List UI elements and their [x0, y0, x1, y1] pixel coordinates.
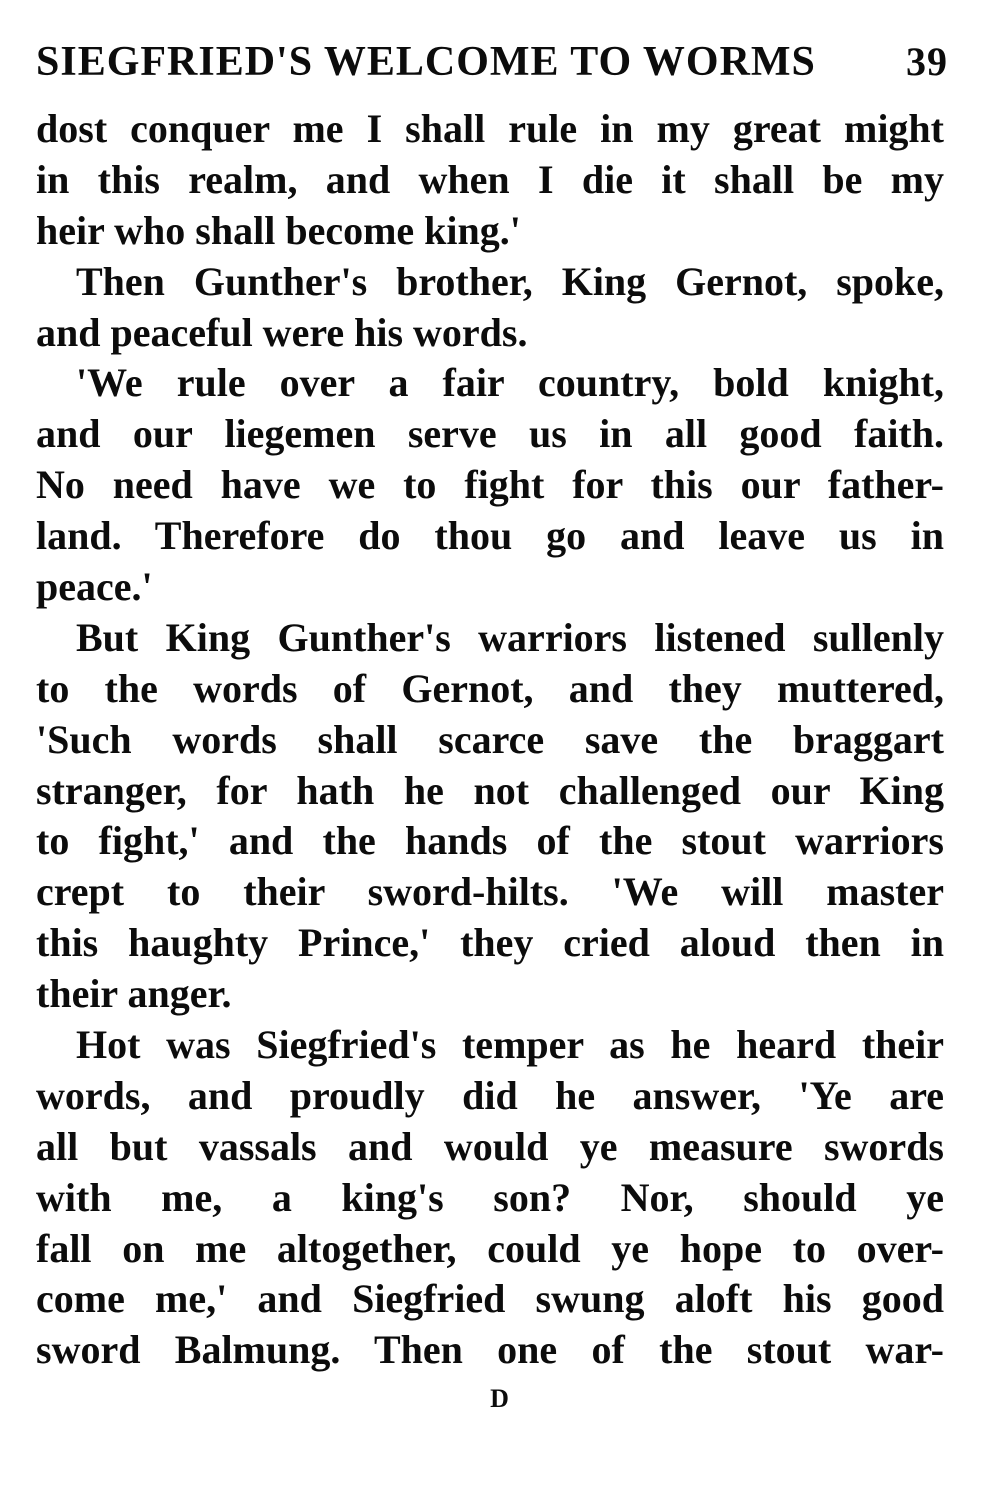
body-text: [36, 104, 944, 1376]
text-line: land. Therefore do thou go and leave us in: [36, 513, 944, 559]
text-line: to fight,' and the hands of the stout warriors: [36, 818, 944, 864]
text-line: dost conquer me I shall rule in my great might: [36, 106, 944, 151]
text-line: Hot was Siegfried's temper as he heard their: [76, 1022, 944, 1068]
text-line: stranger, for hath he not challenged our King: [36, 767, 944, 813]
text-line: with me, a king's son? Nor, should ye: [36, 1174, 944, 1220]
text-line: in this realm, and when I die it shall be my: [36, 156, 944, 202]
page-number: 39: [906, 39, 948, 84]
signature-mark: D: [490, 1384, 510, 1413]
text-line: fall on me altogether, could ye hope to over-: [36, 1225, 944, 1271]
text-line: peace.': [36, 564, 153, 610]
text-line: crept to their sword-hilts. 'We will master: [36, 869, 944, 915]
text-line: sword Balmung. Then one of the stout war-: [36, 1327, 944, 1373]
text-line: their anger.: [36, 971, 232, 1017]
text-line: heir who shall become king.': [36, 207, 521, 253]
text-line: and peaceful were his words.: [36, 309, 528, 355]
text-line: Then Gunther's brother, King Gernot, spoke,: [76, 258, 944, 304]
running-head: [36, 38, 948, 98]
text-line: 'We rule over a fair country, bold knight,: [76, 360, 944, 406]
chapter-title: SIEGFRIED'S WELCOME TO WORMS: [36, 39, 816, 85]
text-line: But King Gunther's warriors listened sullenly: [76, 614, 944, 660]
text-line: to the words of Gernot, and they muttered,: [36, 665, 944, 711]
text-line: No need have we to fight for this our father-: [36, 462, 944, 508]
text-line: and our liegemen serve us in all good faith.: [36, 411, 944, 457]
text-line: this haughty Prince,' they cried aloud then in: [36, 920, 944, 966]
text-line: 'Such words shall scarce save the braggart: [36, 716, 944, 762]
text-line: all but vassals and would ye measure swords: [36, 1123, 944, 1169]
text-line: come me,' and Siegfried swung aloft his good: [36, 1276, 944, 1322]
text-line: words, and proudly did he answer, 'Ye are: [36, 1072, 944, 1118]
